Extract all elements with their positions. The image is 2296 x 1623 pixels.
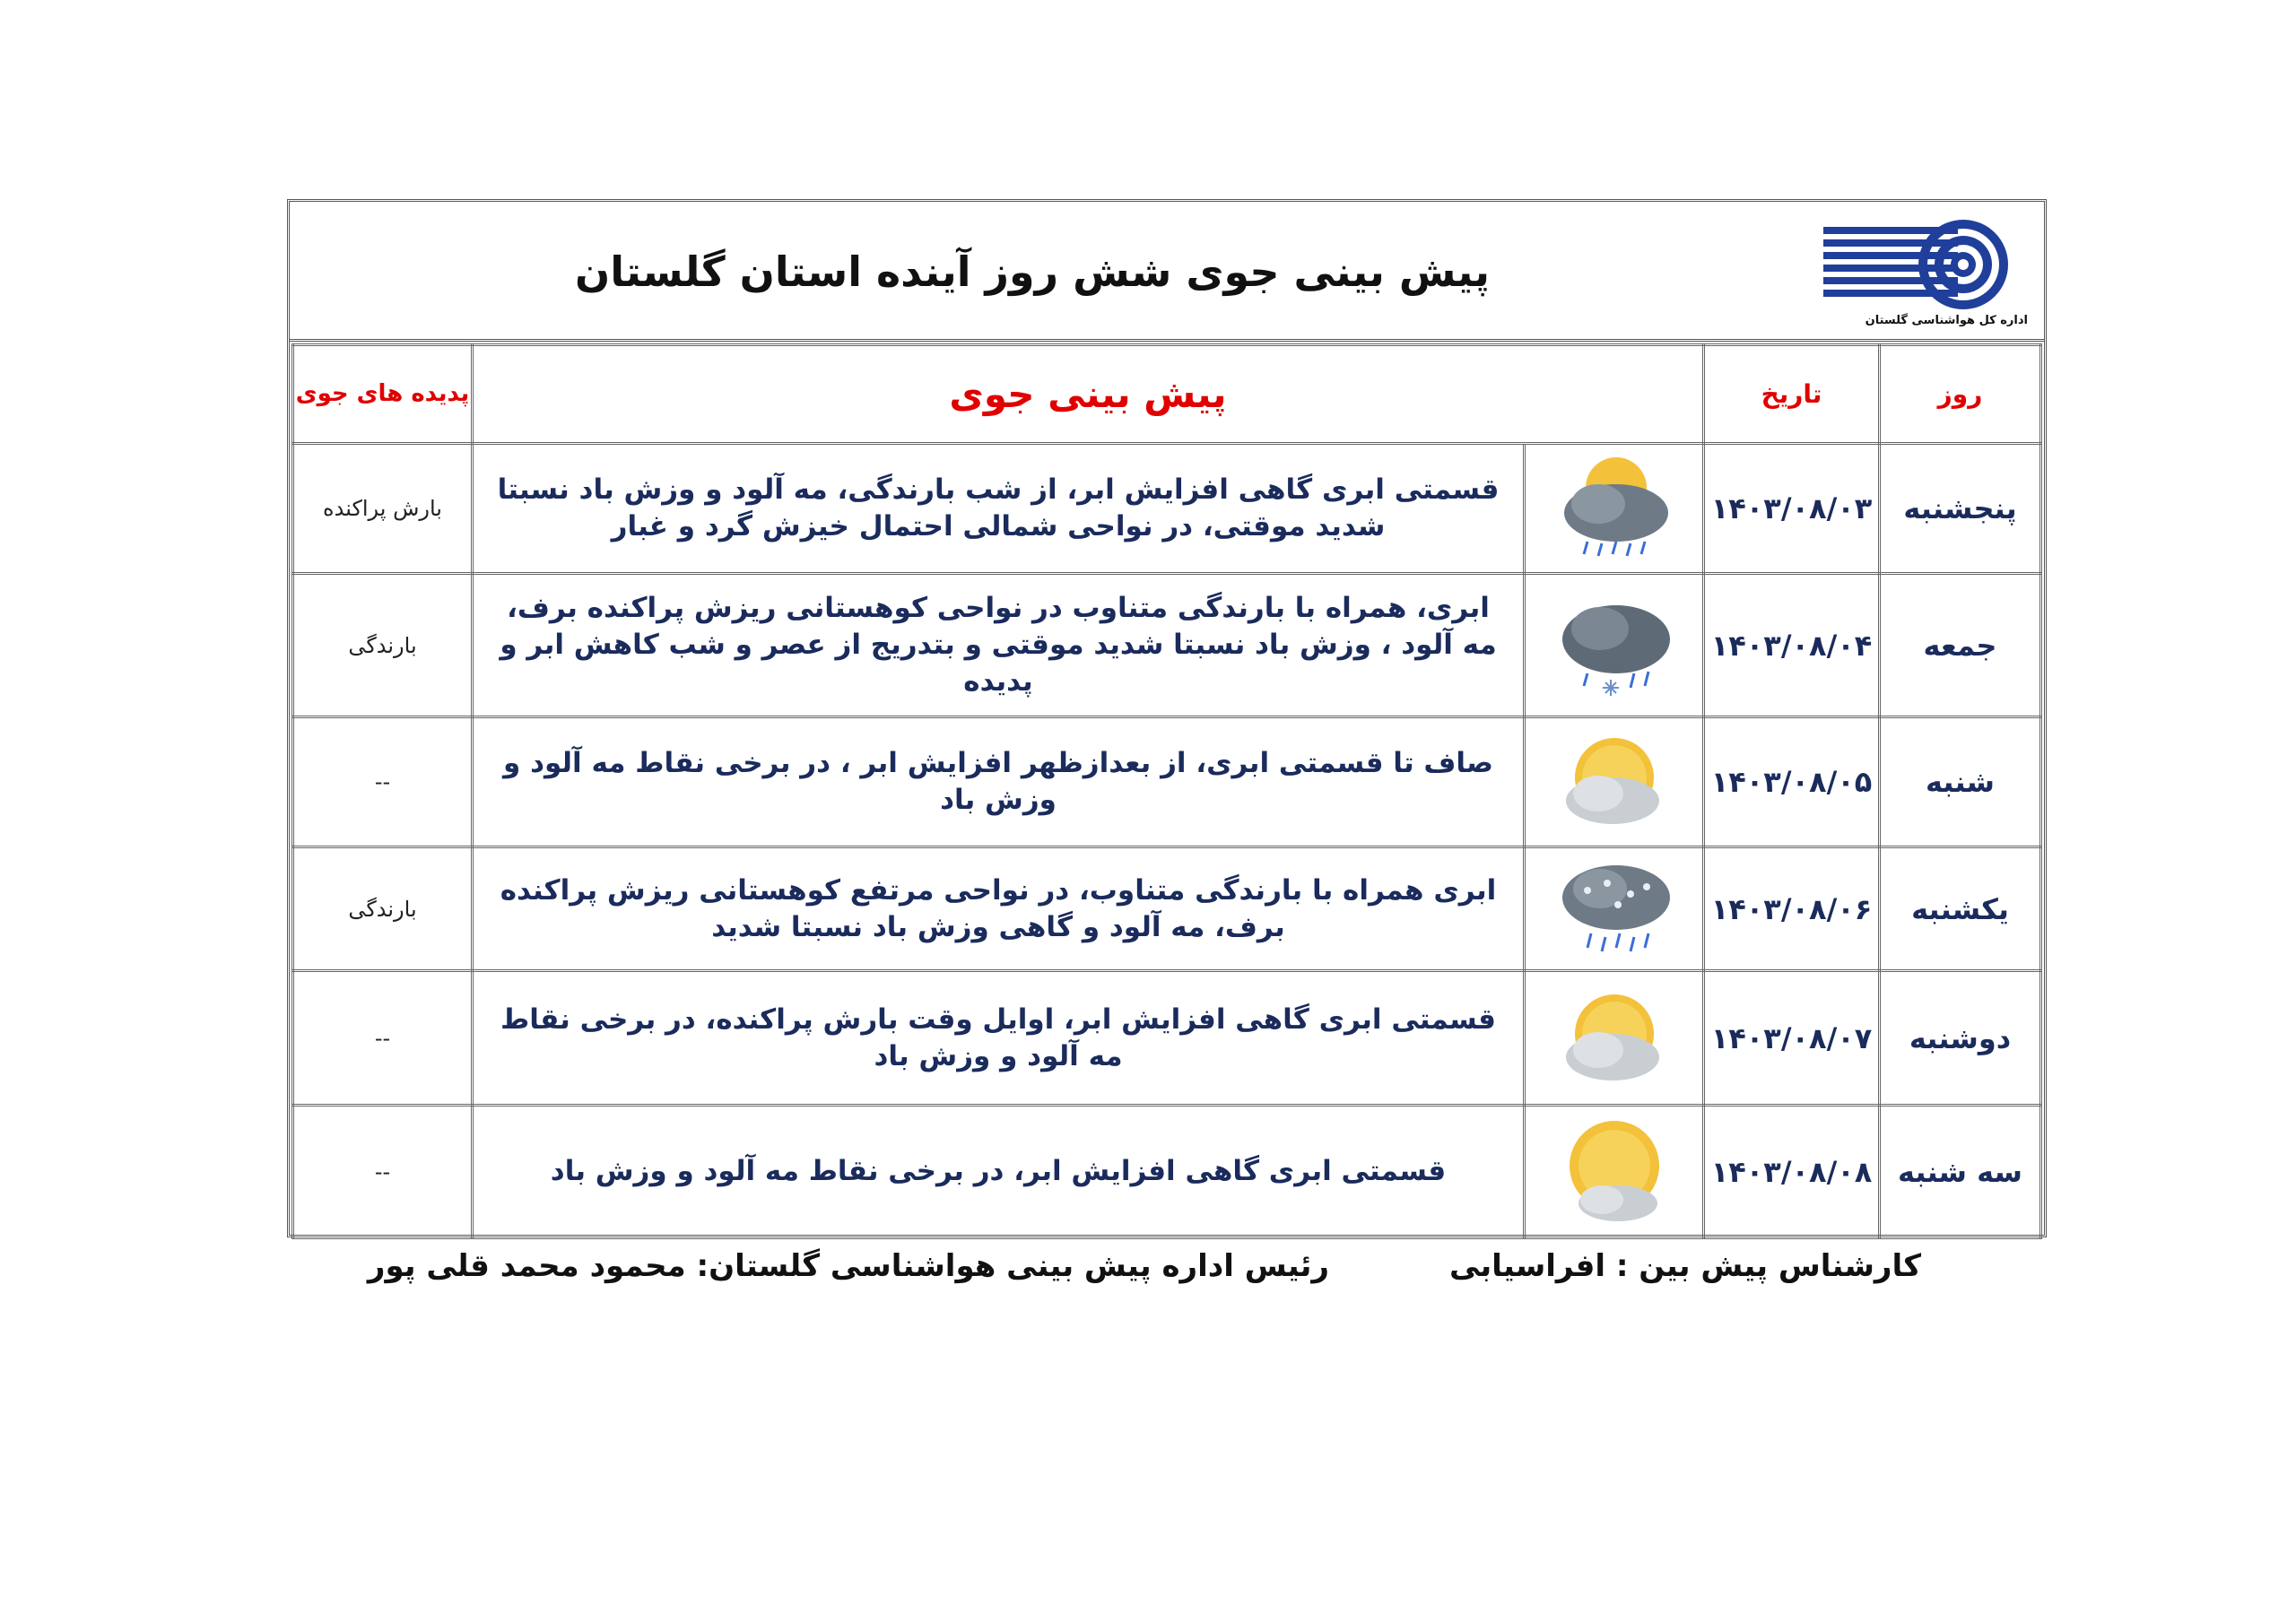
row-icon-cell <box>1525 1106 1704 1238</box>
row-icon-cell <box>1525 444 1704 574</box>
row-forecast-text: ابری، همراه با بارندگی متناوب در نواحی کوهستانی ریزش پراکنده برف، مه آلود ، وزش باد نسبتا شدید موقتی و بتدریج از عصر و شب کاهش ابر و پدیده <box>473 574 1525 717</box>
page-title-wrap <box>290 202 1775 342</box>
row-icon-cell <box>1525 717 1704 847</box>
row-day: پنجشنبه <box>1880 444 2041 574</box>
row-icon-cell <box>1525 574 1704 717</box>
page-title: پیش بینی جوی شش روز آینده استان گلستان <box>574 247 1491 296</box>
row-phenomena: بارندگی <box>293 847 473 971</box>
forecast-table <box>291 343 2042 1239</box>
row-forecast-text: ابری همراه با بارندگی متناوب، در نواحی مرتفع کوهستانی ریزش پراکنده برف، مه آلود و گاهی وزش باد نسبتا شدید <box>473 847 1525 971</box>
table-row <box>293 847 2041 971</box>
row-forecast-text: صاف تا قسمتی ابری، از بعدازظهر افزایش ابر ، در برخی نقاط مه آلود و وزش باد <box>473 717 1525 847</box>
logo-caption: اداره کل هواشناسی گلستان <box>1865 314 2028 327</box>
row-day: جمعه <box>1880 574 2041 717</box>
cloud-rain-icon <box>1552 450 1677 567</box>
header-date: تاریخ <box>1704 345 1880 444</box>
row-icon-cell <box>1525 971 1704 1106</box>
row-date: ۱۴۰۳/۰۸/۰۸ <box>1704 1106 1880 1238</box>
row-date: ۱۴۰۳/۰۸/۰۵ <box>1704 717 1880 847</box>
sun-small-cloud-icon <box>1552 1114 1677 1230</box>
irimo-logo-icon <box>1813 214 2028 327</box>
forecast-frame <box>287 199 2047 1237</box>
row-date: ۱۴۰۳/۰۸/۰۶ <box>1704 847 1880 971</box>
table-header-row <box>293 345 2041 444</box>
row-day: یکشنبه <box>1880 847 2041 971</box>
row-phenomena: بارندگی <box>293 574 473 717</box>
cloud-sleet-icon <box>1552 851 1677 968</box>
sun-behind-cloud-icon <box>1552 980 1677 1097</box>
sun-behind-cloud-icon <box>1552 724 1677 840</box>
row-forecast-text: قسمتی ابری گاهی افزایش ابر، اوایل وقت بارش پراکنده، در برخی نقاط مه آلود و وزش باد <box>473 971 1525 1106</box>
header-phenomena: پدیده های جوی <box>293 345 473 444</box>
table-row <box>293 717 2041 847</box>
row-phenomena: بارش پراکنده <box>293 444 473 574</box>
table-row <box>293 971 2041 1106</box>
row-phenomena: -- <box>293 1106 473 1238</box>
row-phenomena: -- <box>293 717 473 847</box>
table-row <box>293 444 2041 574</box>
footer <box>287 1239 2047 1302</box>
irimo-logo <box>1813 214 2028 327</box>
row-phenomena: -- <box>293 971 473 1106</box>
row-day: سه شنبه <box>1880 1106 2041 1238</box>
row-date: ۱۴۰۳/۰۸/۰۷ <box>1704 971 1880 1106</box>
row-day: شنبه <box>1880 717 2041 847</box>
forecaster-name: کارشناس پیش بین : افراسیابی <box>1449 1248 1921 1284</box>
head-of-office: رئیس اداره پیش بینی هواشناسی گلستان: محمود محمد قلی پور <box>367 1248 1329 1284</box>
table-row <box>293 574 2041 717</box>
row-forecast-text: قسمتی ابری گاهی افزایش ابر، از شب بارندگی، مه آلود و وزش باد نسبتا شدید موقتی، در نواحی شمالی احتمال خیزش گرد و غبار <box>473 444 1525 574</box>
header-day: روز <box>1880 345 2041 444</box>
row-icon-cell <box>1525 847 1704 971</box>
table-row <box>293 1106 2041 1238</box>
row-date: ۱۴۰۳/۰۸/۰۳ <box>1704 444 1880 574</box>
row-forecast-text: قسمتی ابری گاهی افزایش ابر، در برخی نقاط مه آلود و وزش باد <box>473 1106 1525 1238</box>
row-date: ۱۴۰۳/۰۸/۰۴ <box>1704 574 1880 717</box>
page-header <box>290 202 2044 342</box>
row-day: دوشنبه <box>1880 971 2041 1106</box>
header-forecast: پیش بینی جوی <box>473 345 1704 444</box>
cloud-snow-rain-icon <box>1552 587 1677 704</box>
